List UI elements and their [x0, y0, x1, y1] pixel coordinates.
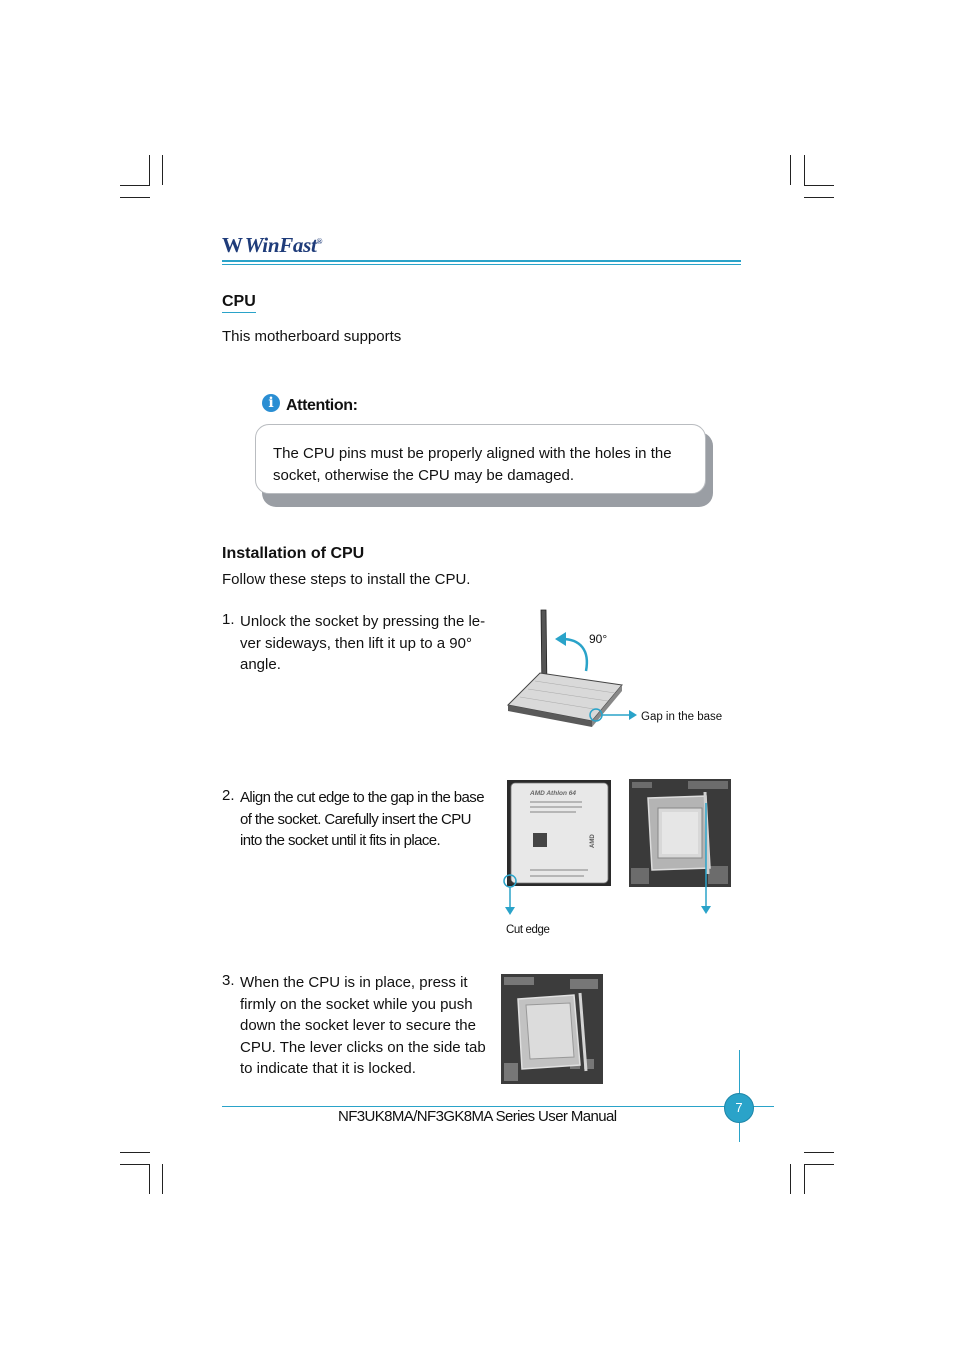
- crop-mark: [120, 197, 150, 198]
- brand-registered: ®: [316, 237, 323, 246]
- header-rule: [222, 260, 741, 262]
- brand-logo: [222, 233, 322, 258]
- attention-line: The CPU pins must be properly aligned with the holes in the: [273, 445, 672, 462]
- crop-mark: [804, 1152, 834, 1153]
- step-line: ver sideways, then lift it up to a 90°: [240, 634, 472, 652]
- cpu-side-marking: AMD: [590, 834, 596, 848]
- installation-title: Installation of CPU: [222, 545, 365, 562]
- crop-mark: [804, 185, 834, 186]
- angle-label: 90°: [589, 632, 608, 646]
- step-text: [240, 787, 495, 852]
- cut-edge-label: Cut edge: [506, 924, 550, 936]
- step-line: of the socket. Carefully insert the CPU: [240, 810, 471, 828]
- cpu-chip-figure: [500, 778, 620, 938]
- crop-mark: [804, 197, 834, 198]
- step-line: down the socket lever to secure the: [240, 1017, 476, 1034]
- step-number: 1.: [222, 611, 235, 628]
- attention-box: [255, 424, 706, 494]
- cpu-locked-photo: [500, 973, 604, 1085]
- info-icon: i: [262, 394, 280, 412]
- lever-arrowhead: [701, 906, 711, 914]
- crop-mark: [120, 1152, 150, 1153]
- step-line: firmly on the socket while you push: [240, 995, 473, 1013]
- page-number: 7: [724, 1093, 754, 1123]
- brand-name: WinFast: [244, 233, 317, 257]
- crop-mark: [804, 1164, 805, 1194]
- gap-label: Gap in the base: [641, 711, 723, 723]
- cpu-in-socket-photo: [628, 778, 732, 918]
- attention-title: Attention:: [286, 397, 358, 414]
- footer-rule: [222, 1106, 774, 1107]
- step-line: When the CPU is in place, press it: [240, 974, 468, 991]
- section-intro: This motherboard supports: [222, 328, 402, 345]
- crop-mark: [162, 1164, 163, 1194]
- cut-edge-arrowhead: [505, 907, 515, 915]
- manual-title: NF3UK8MA/NF3GK8MA Series User Manual: [338, 1108, 617, 1125]
- step-line: to indicate that it is locked.: [240, 1060, 416, 1077]
- crop-mark: [120, 1164, 150, 1165]
- header-rule-thin: [222, 264, 741, 265]
- crop-mark: [790, 1164, 791, 1194]
- step-number: 3.: [222, 972, 235, 989]
- step-line: Align the cut edge to the gap in the base: [240, 789, 484, 806]
- step-text: [240, 972, 495, 1080]
- crop-mark: [804, 155, 805, 185]
- cpu-marking: AMD Athlon 64: [530, 790, 576, 797]
- attention-line: socket, otherwise the CPU may be damaged.: [273, 467, 574, 484]
- brand-mark: W: [222, 233, 243, 257]
- installation-intro: Follow these steps to install the CPU.: [222, 571, 471, 588]
- cpu: [526, 1003, 574, 1059]
- rotation-arrowhead: [555, 632, 566, 646]
- step-line: CPU. The lever clicks on the side tab: [240, 1038, 486, 1056]
- socket-lever-figure: [500, 605, 740, 730]
- crop-mark: [149, 155, 150, 185]
- crop-mark: [804, 1164, 834, 1165]
- section-title: CPU: [222, 293, 256, 313]
- step-text: [240, 611, 495, 676]
- crop-mark: [120, 185, 150, 186]
- gap-arrowhead: [629, 710, 637, 720]
- crop-mark: [162, 155, 163, 185]
- crop-mark: [149, 1164, 150, 1194]
- crop-mark: [790, 155, 791, 185]
- step-number: 2.: [222, 787, 235, 804]
- step-line: angle.: [240, 656, 281, 673]
- step-line: Unlock the socket by pressing the le-: [240, 613, 486, 630]
- cpu-heatspreader: [511, 783, 608, 883]
- cpu-datamatrix: [533, 833, 547, 847]
- step-line: into the socket until it fits in place.: [240, 832, 441, 849]
